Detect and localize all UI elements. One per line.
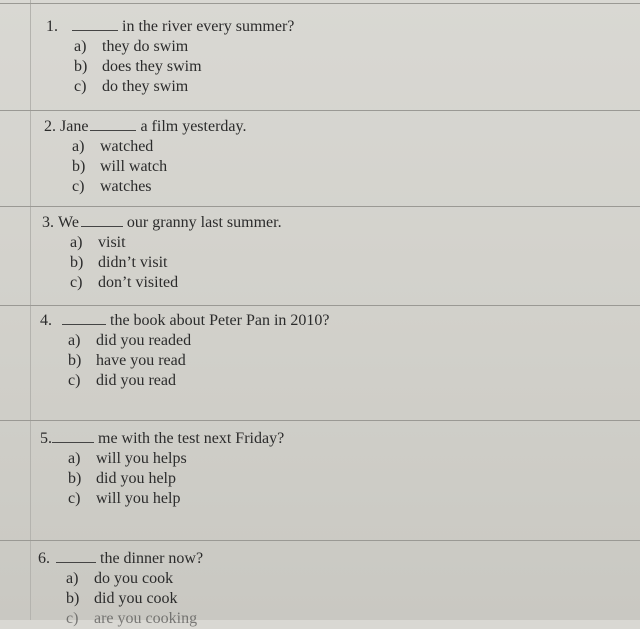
question-number: 4. bbox=[40, 312, 52, 329]
row-divider bbox=[0, 110, 640, 111]
question-number: 2. bbox=[44, 118, 56, 135]
question-text: our granny last summer. bbox=[126, 214, 282, 231]
question-text: a film yesterday. bbox=[140, 118, 247, 135]
option-b[interactable]: b) did you help bbox=[68, 470, 176, 487]
question-number: 3. bbox=[42, 214, 54, 231]
option-a[interactable]: a) do you cook bbox=[66, 570, 174, 587]
question-subject: We bbox=[58, 214, 79, 231]
option-c[interactable]: c) are you cooking bbox=[66, 610, 198, 627]
question-number: 1. bbox=[46, 18, 58, 35]
option-a[interactable]: a) they do swim bbox=[74, 38, 189, 55]
question-1 bbox=[46, 16, 294, 97]
option-b[interactable]: b) will watch bbox=[72, 158, 168, 175]
option-a[interactable]: a) watched bbox=[72, 138, 154, 155]
option-a[interactable]: a) will you helps bbox=[68, 450, 187, 467]
question-text: the book about Peter Pan in 2010? bbox=[110, 312, 330, 329]
answer-blank bbox=[72, 16, 118, 31]
row-divider bbox=[0, 3, 640, 4]
option-c[interactable]: c) watches bbox=[72, 178, 152, 195]
answer-blank bbox=[52, 428, 94, 443]
option-a[interactable]: a) did you readed bbox=[68, 332, 192, 349]
question-number: 6. bbox=[38, 550, 50, 567]
question-number: 5. bbox=[40, 430, 52, 447]
row-divider bbox=[0, 206, 640, 207]
answer-blank bbox=[56, 548, 96, 563]
option-c[interactable]: c) will you help bbox=[68, 490, 181, 507]
option-c[interactable]: c) don’t visited bbox=[70, 274, 179, 291]
option-c[interactable]: c) do they swim bbox=[74, 78, 189, 95]
question-text: me with the test next Friday? bbox=[98, 430, 285, 447]
question-subject: Jane bbox=[60, 118, 89, 135]
question-text: in the river every summer? bbox=[122, 18, 295, 35]
row-divider bbox=[0, 305, 640, 306]
answer-blank bbox=[62, 310, 106, 325]
row-divider bbox=[0, 420, 640, 421]
question-6 bbox=[38, 548, 203, 629]
option-b[interactable]: b) have you read bbox=[68, 352, 186, 369]
option-a[interactable]: a) visit bbox=[70, 234, 126, 251]
question-2 bbox=[44, 116, 246, 197]
row-divider bbox=[0, 540, 640, 541]
answer-blank bbox=[90, 116, 136, 131]
option-b[interactable]: b) didn’t visit bbox=[70, 254, 168, 271]
table-border-left bbox=[30, 0, 31, 620]
option-b[interactable]: b) does they swim bbox=[74, 58, 202, 75]
question-4 bbox=[40, 310, 330, 391]
option-c[interactable]: c) did you read bbox=[68, 372, 176, 389]
question-5 bbox=[40, 428, 284, 509]
question-text: the dinner now? bbox=[100, 550, 204, 567]
answer-blank bbox=[81, 212, 123, 227]
option-b[interactable]: b) did you cook bbox=[66, 590, 178, 607]
question-3 bbox=[42, 212, 282, 293]
